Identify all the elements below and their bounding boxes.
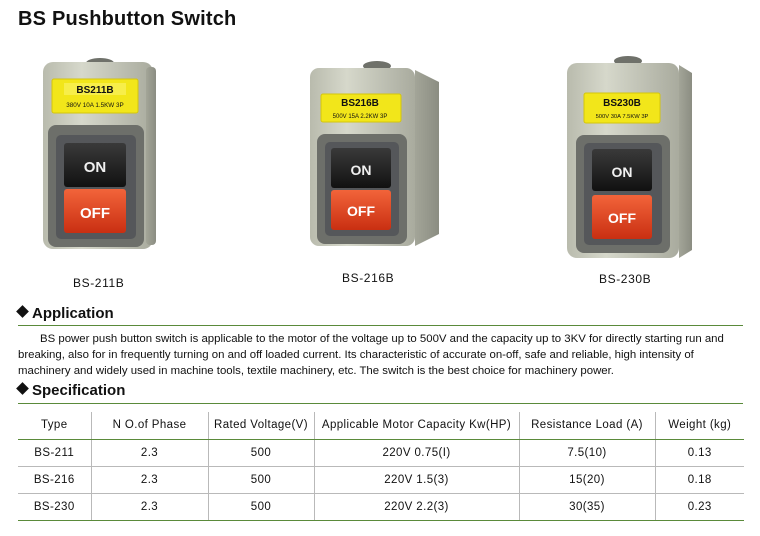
specification-rule [18, 403, 743, 404]
specification-heading [18, 382, 125, 399]
column-header: Type [18, 412, 91, 439]
table-cell: 0.18 [655, 466, 744, 493]
table-cell: 0.13 [655, 439, 744, 466]
on-label: ON [83, 159, 107, 176]
application-heading [18, 305, 114, 322]
diamond-bullet-icon [16, 382, 29, 395]
on-label: ON [611, 164, 633, 180]
column-header: N O.of Phase [91, 412, 208, 439]
table-cell: 2.3 [91, 439, 208, 466]
column-header: Resistance Load (A) [519, 412, 655, 439]
column-header: Rated Voltage(V) [208, 412, 314, 439]
product-bs-211b [38, 55, 163, 295]
table-cell: 0.23 [655, 493, 744, 520]
table-cell: 500 [208, 439, 314, 466]
table-row [18, 493, 744, 520]
product-caption: BS-230B [599, 272, 652, 286]
label-rating: 500V 30A 7.5KW 3P [595, 114, 649, 120]
product-caption: BS-216B [342, 271, 395, 285]
table-cell: BS-216 [18, 466, 91, 493]
application-rule [18, 325, 743, 326]
off-label: OFF [608, 210, 636, 226]
switch-image [38, 55, 163, 255]
off-label: OFF [347, 203, 375, 219]
table-cell: BS-230 [18, 493, 91, 520]
table-cell: 220V 0.75(I) [314, 439, 519, 466]
table-cell: BS-211 [18, 439, 91, 466]
switch-image [566, 55, 696, 260]
label-model: BS230B [603, 98, 641, 109]
application-text: BS power push button switch is applicable to the motor of the voltage up to 500V and the capacity up to 3KV for directly starting run and breaking, also for in frequently turning on and off loaded current. Its characteristic of accurate on-off, safe and reliable, high intensity of machinery and widely used in machine tools, textile machinery, etc. The switch is the best choice for machinery power. [18, 333, 724, 377]
label-rating: 500V 15A 2.2KW 3P [332, 114, 388, 120]
table-cell: 220V 1.5(3) [314, 466, 519, 493]
table-cell: 2.3 [91, 466, 208, 493]
table-cell: 500 [208, 493, 314, 520]
table-cell: 7.5(10) [519, 439, 655, 466]
table-row [18, 466, 744, 493]
off-label: OFF [80, 205, 110, 222]
column-header: Applicable Motor Capacity Kw(HP) [314, 412, 519, 439]
product-caption: BS-211B [73, 276, 125, 290]
on-label: ON [350, 162, 372, 178]
table-cell: 15(20) [519, 466, 655, 493]
table-cell: 2.3 [91, 493, 208, 520]
specification-table [18, 412, 744, 521]
diamond-bullet-icon [16, 305, 29, 318]
column-header: Weight (kg) [655, 412, 744, 439]
label-rating: 380V 10A 1.5KW 3P [66, 102, 124, 109]
table-cell: 220V 2.2(3) [314, 493, 519, 520]
table-cell: 30(35) [519, 493, 655, 520]
application-heading-text: Application [32, 305, 114, 322]
page-title: BS Pushbutton Switch [18, 8, 237, 30]
product-bs-230b [566, 55, 696, 295]
label-model: BS216B [341, 98, 379, 109]
label-model: BS211B [76, 85, 114, 96]
specification-heading-text: Specification [32, 382, 126, 399]
product-bs-216b [307, 60, 447, 295]
switch-image [307, 60, 447, 250]
table-cell: 500 [208, 466, 314, 493]
table-header-row [18, 412, 744, 439]
table-row [18, 439, 744, 466]
